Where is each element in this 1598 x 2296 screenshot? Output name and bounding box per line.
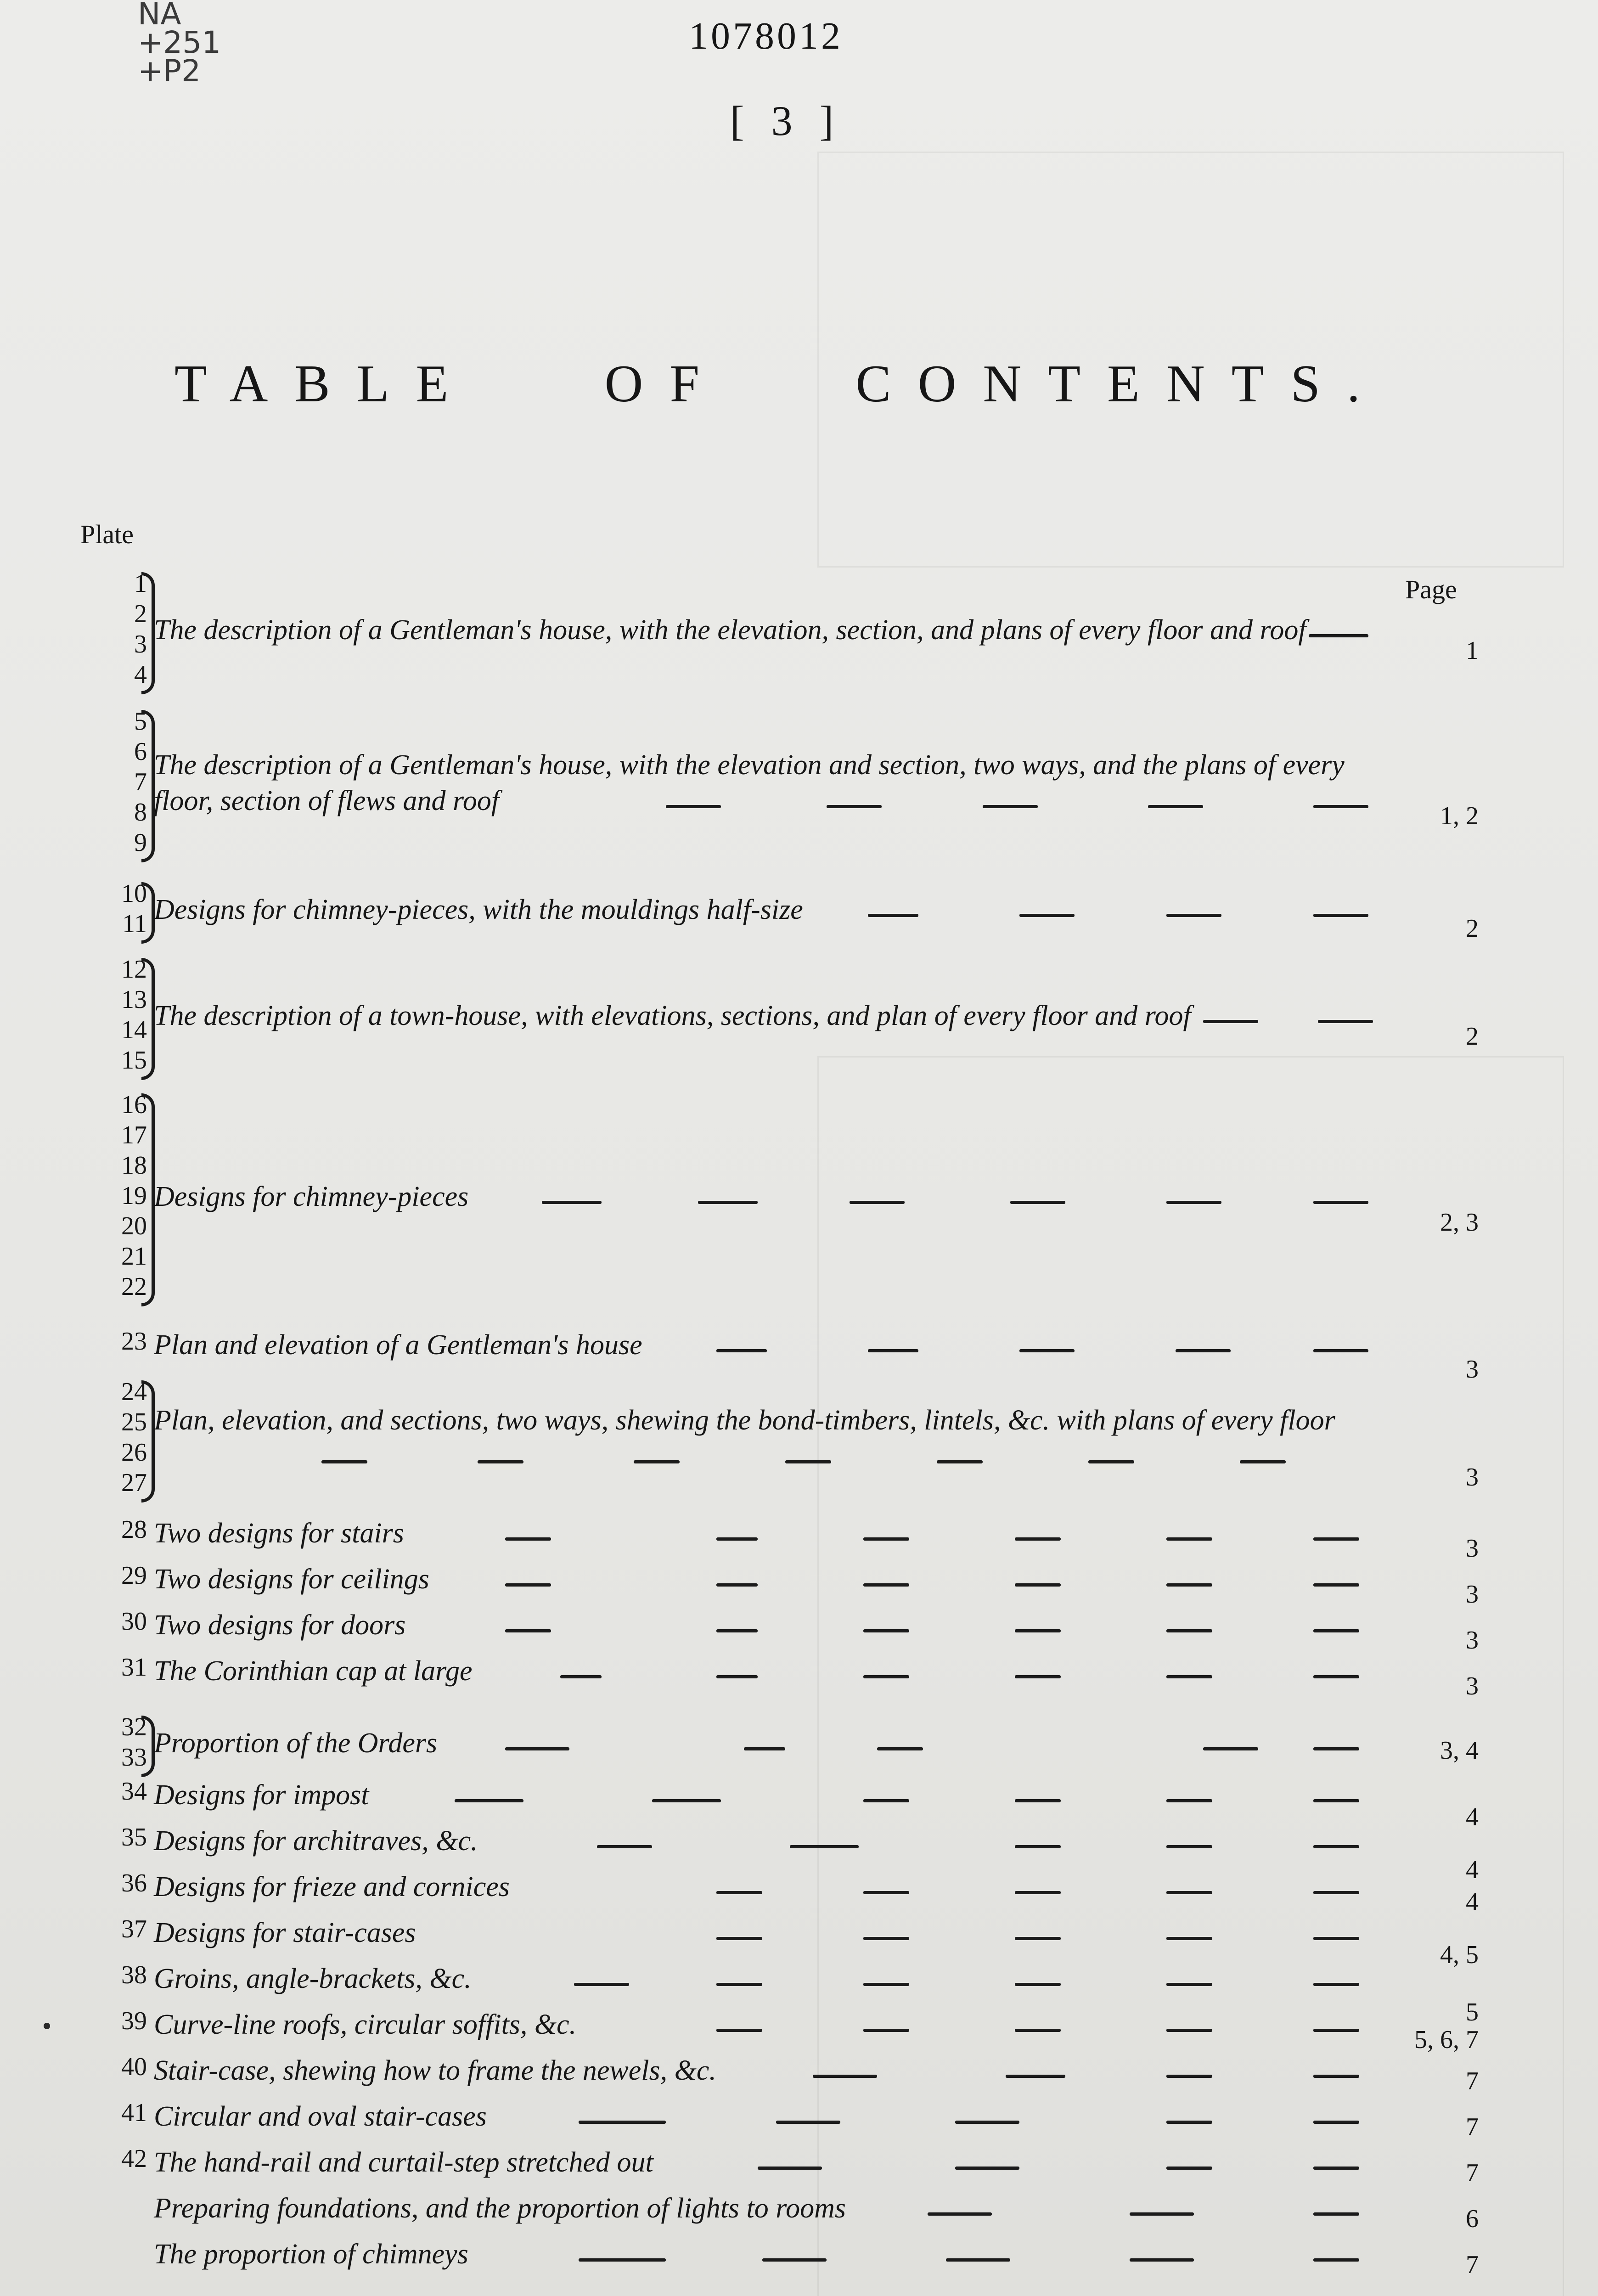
leader-dash xyxy=(1166,1629,1212,1632)
title-word: CONTENTS. xyxy=(855,355,1387,413)
leader-dash xyxy=(955,2121,1019,2124)
leader-dash xyxy=(505,1747,569,1750)
plate-numbers xyxy=(92,1515,147,1544)
leader-dash xyxy=(1203,1747,1258,1750)
leader-dash xyxy=(1313,1845,1359,1848)
entry-description: Designs for architraves, &c. xyxy=(154,1825,478,1857)
leader-dash xyxy=(1088,1460,1134,1463)
entry-description: Circular and oval stair-cases xyxy=(154,2101,487,2132)
plate-numbers xyxy=(92,707,147,859)
plate-number: 15 xyxy=(121,1046,147,1075)
plate-number: 38 xyxy=(121,1961,147,1989)
entry-page: 6 xyxy=(1466,2205,1479,2233)
plate-number: 30 xyxy=(121,1607,147,1636)
grouping-brace xyxy=(141,572,155,694)
leader-dash xyxy=(1313,2121,1359,2124)
leader-dash xyxy=(1166,1937,1212,1940)
leader-dash xyxy=(698,1201,758,1204)
leader-dash xyxy=(1166,914,1221,917)
plate-number: 29 xyxy=(121,1561,147,1590)
leader-dash xyxy=(1313,1937,1359,1940)
grouping-brace xyxy=(141,710,155,862)
plate-number: 14 xyxy=(121,1016,147,1044)
entry-description: Plan and elevation of a Gentleman's house xyxy=(154,1329,642,1361)
entry-page: 3 xyxy=(1466,1672,1479,1700)
leader-dash xyxy=(863,1891,909,1894)
leader-dash xyxy=(1166,1583,1212,1587)
leader-dash xyxy=(1015,1983,1061,1986)
leader-dash xyxy=(1166,1799,1212,1802)
grouping-brace xyxy=(141,1716,155,1777)
leader-dash xyxy=(1015,1845,1061,1848)
leader-dash xyxy=(1313,1201,1368,1204)
plate-numbers xyxy=(92,1561,147,1590)
plate-numbers xyxy=(92,1091,147,1303)
grouping-brace xyxy=(141,1093,155,1306)
leader-dash xyxy=(1166,1845,1212,1848)
entry-description: Designs for frieze and cornices xyxy=(154,1871,510,1902)
leader-dash xyxy=(505,1583,551,1587)
plate-numbers xyxy=(92,1823,147,1851)
leader-dash xyxy=(1166,2029,1212,2032)
leader-dash xyxy=(1015,1799,1061,1802)
entry-description: The description of a town-house, with elevations, sections, and plan of every floor and roof xyxy=(154,1000,1191,1031)
plate-number: 34 xyxy=(121,1777,147,1806)
plate-number: 27 xyxy=(121,1469,147,1497)
title-word: OF xyxy=(604,355,726,413)
entry-page: 4 xyxy=(1466,1803,1479,1831)
leader-dash xyxy=(505,1629,551,1632)
plate-number: 33 xyxy=(121,1743,147,1772)
leader-dash xyxy=(455,1799,523,1802)
entry-page: 3 xyxy=(1466,1355,1479,1384)
leader-dash xyxy=(1166,1201,1221,1204)
plate-number: 19 xyxy=(121,1182,147,1210)
page-column-header: Page xyxy=(1405,574,1457,604)
leader-dash xyxy=(560,1675,602,1678)
plate-number: 9 xyxy=(134,828,147,857)
plate-numbers xyxy=(92,955,147,1076)
plate-number: 41 xyxy=(121,2099,147,2127)
leader-dash xyxy=(863,1675,909,1678)
leader-dash xyxy=(1313,1537,1359,1541)
plate-number: 23 xyxy=(121,1327,147,1356)
plate-numbers xyxy=(92,879,147,940)
entry-page: 2 xyxy=(1466,1022,1479,1051)
entry-description: Designs for stair-cases xyxy=(154,1917,416,1948)
leader-dash xyxy=(1148,805,1203,808)
leader-dash xyxy=(827,805,882,808)
leader-dash xyxy=(1015,2029,1061,2032)
entry-description: Curve-line roofs, circular soffits, &c. xyxy=(154,2009,577,2040)
entry-page: 3 xyxy=(1466,1626,1479,1654)
leader-dash xyxy=(1166,1983,1212,1986)
leader-dash xyxy=(1313,1349,1368,1352)
leader-dash xyxy=(1015,1537,1061,1541)
plate-numbers xyxy=(92,1961,147,1989)
entry-page: 7 xyxy=(1466,2159,1479,2187)
plate-number: 1 xyxy=(134,569,147,598)
plate-numbers xyxy=(92,1378,147,1499)
plate-numbers xyxy=(92,1653,147,1682)
entry-page: 5, 6, 7 xyxy=(1414,2026,1479,2054)
entry-page: 4 xyxy=(1466,1888,1479,1916)
entry-description: Proportion of the Orders xyxy=(154,1728,438,1759)
plate-numbers xyxy=(92,1915,147,1943)
leader-dash xyxy=(863,1937,909,1940)
leader-dash xyxy=(1166,2075,1212,2078)
plate-number: 10 xyxy=(121,879,147,908)
entry-description: The Corinthian cap at large xyxy=(154,1655,473,1687)
entry-description: Designs for impost xyxy=(154,1779,369,1811)
plate-number: 31 xyxy=(121,1653,147,1682)
title-word: TABLE xyxy=(174,355,475,413)
margin-mark xyxy=(44,2023,50,2029)
leader-dash xyxy=(505,1537,551,1541)
leader-dash xyxy=(321,1460,367,1463)
leader-dash xyxy=(1313,1583,1359,1587)
leader-dash xyxy=(1166,2121,1212,2124)
entry-description: The hand-rail and curtail-step stretched out xyxy=(154,2147,653,2178)
leader-dash xyxy=(716,1583,758,1587)
plate-number: 6 xyxy=(134,737,147,766)
leader-dash xyxy=(863,2029,909,2032)
entry-description: Stair-case, shewing how to frame the newels, &c. xyxy=(154,2055,716,2086)
leader-dash xyxy=(579,2121,666,2124)
leader-dash xyxy=(574,1983,629,1986)
leader-dash xyxy=(1313,2167,1359,2170)
entry-description: The description of a Gentleman's house, with the elevation and section, two ways, and the plans of every floor, section of flews and roof xyxy=(154,749,1345,816)
leader-dash xyxy=(785,1460,831,1463)
entry-description: Designs for chimney-pieces, with the mouldings half-size xyxy=(154,894,803,925)
leader-dash xyxy=(1166,1891,1212,1894)
handwritten-line: NA xyxy=(138,0,181,32)
page-title xyxy=(174,354,1387,415)
leader-dash xyxy=(1015,1629,1061,1632)
plate-number: 20 xyxy=(121,1212,147,1240)
plate-numbers xyxy=(92,2053,147,2081)
plate-numbers xyxy=(92,1713,147,1773)
leader-dash xyxy=(762,2258,827,2262)
leader-dash xyxy=(1313,2075,1359,2078)
plate-number: 5 xyxy=(134,707,147,736)
grouping-brace xyxy=(141,882,155,944)
entry-page: 1 xyxy=(1466,636,1479,665)
plate-number: 4 xyxy=(134,660,147,689)
plate-number: 11 xyxy=(122,910,147,938)
leader-dash xyxy=(666,805,721,808)
leader-dash xyxy=(1309,634,1368,637)
leader-dash xyxy=(597,1845,652,1848)
plate-number: 40 xyxy=(121,2053,147,2081)
entry-page: 3 xyxy=(1466,1534,1479,1563)
leader-dash xyxy=(1203,1020,1258,1023)
leader-dash xyxy=(868,914,918,917)
leader-dash xyxy=(1166,1675,1212,1678)
leader-dash xyxy=(758,2167,822,2170)
entry-page: 7 xyxy=(1466,2067,1479,2095)
leader-dash xyxy=(776,2121,840,2124)
leader-dash xyxy=(1313,1629,1359,1632)
plate-numbers xyxy=(92,1607,147,1636)
leader-dash xyxy=(744,1747,785,1750)
leader-dash xyxy=(1010,1201,1065,1204)
plate-numbers xyxy=(92,1327,147,1356)
leader-dash xyxy=(1313,914,1368,917)
entry-page: 5 xyxy=(1466,1998,1479,2026)
leader-dash xyxy=(863,1983,909,1986)
leader-dash xyxy=(1313,805,1368,808)
leader-dash xyxy=(850,1201,905,1204)
plate-numbers xyxy=(92,1869,147,1897)
leader-dash xyxy=(1130,2212,1194,2216)
leader-dash xyxy=(813,2075,877,2078)
handwritten-line: +251 xyxy=(138,25,221,60)
leader-dash xyxy=(634,1460,680,1463)
plate-number: 2 xyxy=(134,600,147,628)
entry-description: Preparing foundations, and the proportion of lights to rooms xyxy=(154,2193,846,2224)
leader-dash xyxy=(716,1537,758,1541)
plate-number: 21 xyxy=(121,1242,147,1271)
leader-dash xyxy=(1176,1349,1231,1352)
plate-number: 39 xyxy=(121,2007,147,2035)
entry-page: 3, 4 xyxy=(1440,1736,1479,1765)
entry-page: 4 xyxy=(1466,1856,1479,1884)
plate-numbers xyxy=(92,1777,147,1806)
accession-number: 1078012 xyxy=(689,15,843,57)
entry-page: 7 xyxy=(1466,2113,1479,2141)
entry-page: 1, 2 xyxy=(1440,802,1479,830)
leader-dash xyxy=(1015,1891,1061,1894)
leader-dash xyxy=(1313,2212,1359,2216)
leader-dash xyxy=(1015,1583,1061,1587)
plate-number: 42 xyxy=(121,2144,147,2173)
plate-number: 18 xyxy=(121,1151,147,1180)
leader-dash xyxy=(1166,2167,1212,2170)
plate-number: 13 xyxy=(121,985,147,1014)
leader-dash xyxy=(1019,1349,1075,1352)
leader-dash xyxy=(1130,2258,1194,2262)
leader-dash xyxy=(716,1675,758,1678)
plate-number: 26 xyxy=(121,1438,147,1467)
handwritten-line: +P2 xyxy=(138,53,201,89)
plate-number: 17 xyxy=(121,1121,147,1149)
entry-page: 2 xyxy=(1466,914,1479,943)
leader-dash xyxy=(579,2258,666,2262)
plate-number: 32 xyxy=(121,1713,147,1741)
entry-description: Plan, elevation, and sections, two ways, shewing the bond-timbers, lintels, &c. with plans of every floor xyxy=(154,1405,1335,1436)
entry-description: Two designs for stairs xyxy=(154,1518,404,1549)
entry-page: 4, 5 xyxy=(1440,1941,1479,1969)
leader-dash xyxy=(1313,1799,1359,1802)
handwritten-note xyxy=(138,0,221,89)
leader-dash xyxy=(1166,1537,1212,1541)
leader-dash xyxy=(955,2167,1019,2170)
entry-description: Groins, angle-brackets, &c. xyxy=(154,1963,472,1994)
plate-number: 36 xyxy=(121,1869,147,1897)
entry-description: The proportion of chimneys xyxy=(154,2239,468,2270)
leader-dash xyxy=(928,2212,992,2216)
entry-description: Two designs for doors xyxy=(154,1609,406,1641)
entry-page: 7 xyxy=(1466,2251,1479,2279)
entry-page: 3 xyxy=(1466,1463,1479,1491)
plate-numbers xyxy=(92,569,147,691)
plate-number: 28 xyxy=(121,1515,147,1544)
leader-dash xyxy=(716,1629,758,1632)
grouping-brace xyxy=(141,1380,155,1503)
plate-numbers xyxy=(92,2144,147,2173)
leader-dash xyxy=(863,1799,909,1802)
entry-description: Designs for chimney-pieces xyxy=(154,1181,469,1212)
entry-page: 3 xyxy=(1466,1580,1479,1609)
leader-dash xyxy=(946,2258,1010,2262)
leader-dash xyxy=(1019,914,1075,917)
leader-dash xyxy=(716,1891,762,1894)
leader-dash xyxy=(1240,1460,1286,1463)
entry-description: The description of a Gentleman's house, with the elevation, section, and plans of every floor and roof xyxy=(154,614,1306,646)
leader-dash xyxy=(716,1983,762,1986)
leader-dash xyxy=(1006,2075,1065,2078)
leader-dash xyxy=(1313,1747,1359,1750)
plate-numbers xyxy=(92,2007,147,2035)
plate-number: 7 xyxy=(134,768,147,796)
entry-page: 2, 3 xyxy=(1440,1208,1479,1237)
plate-number: 8 xyxy=(134,798,147,827)
leader-dash xyxy=(877,1747,923,1750)
leader-dash xyxy=(863,1583,909,1587)
leader-dash xyxy=(1318,1020,1373,1023)
leader-dash xyxy=(542,1201,602,1204)
leader-dash xyxy=(1313,2029,1359,2032)
entry-description: Two designs for ceilings xyxy=(154,1564,429,1595)
leader-dash xyxy=(868,1349,918,1352)
leader-dash xyxy=(716,1349,767,1352)
plate-numbers xyxy=(92,2099,147,2127)
page-marker: [ 3 ] xyxy=(730,97,842,144)
leader-dash xyxy=(1015,1675,1061,1678)
plate-number: 3 xyxy=(134,630,147,658)
leader-dash xyxy=(1313,1675,1359,1678)
plate-number: 22 xyxy=(121,1272,147,1301)
leader-dash xyxy=(1313,1891,1359,1894)
leader-dash xyxy=(790,1845,859,1848)
leader-dash xyxy=(863,1537,909,1541)
plate-number: 12 xyxy=(121,955,147,984)
leader-dash xyxy=(1313,2258,1359,2262)
plate-number: 37 xyxy=(121,1915,147,1943)
leader-dash xyxy=(716,2029,762,2032)
plate-number: 35 xyxy=(121,1823,147,1851)
leader-dash xyxy=(1015,1937,1061,1940)
leader-dash xyxy=(1313,1983,1359,1986)
leader-dash xyxy=(478,1460,523,1463)
leader-dash xyxy=(716,1937,762,1940)
plate-column-header: Plate xyxy=(80,519,134,549)
leader-dash xyxy=(652,1799,721,1802)
grouping-brace xyxy=(141,958,155,1080)
plate-number: 25 xyxy=(121,1408,147,1436)
leader-dash xyxy=(983,805,1038,808)
plate-number: 16 xyxy=(121,1091,147,1119)
leader-dash xyxy=(937,1460,983,1463)
plate-number: 24 xyxy=(121,1378,147,1406)
leader-dash xyxy=(863,1629,909,1632)
